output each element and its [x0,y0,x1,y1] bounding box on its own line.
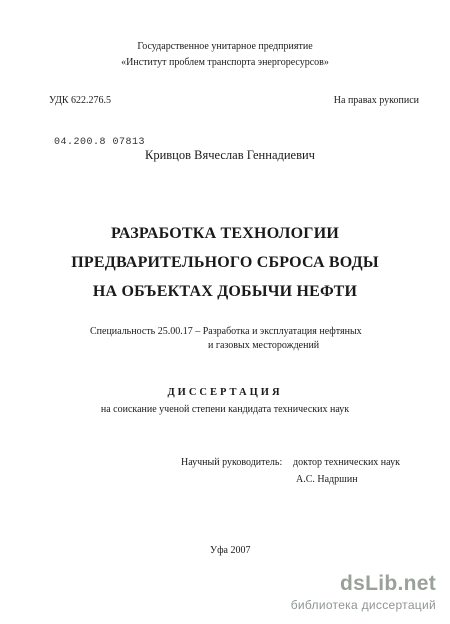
advisor-degree: доктор технических наук [293,457,400,468]
dissertation-heading: ДИССЕРТАЦИЯ [167,387,283,398]
organization-line-2: «Институт проблем транспорта энергоресурсов» [121,57,329,68]
dissertation-subtitle: на соискание ученой степени кандидата технических наук [100,404,350,415]
advisor-label: Научный руководитель: [181,457,283,468]
library-stamp: 04.200.8 07813 [54,137,146,148]
watermark-logo: dsLib.net [339,572,436,595]
advisor-name: А.С. Надршин [296,474,358,485]
title-line-3: НА ОБЪЕКТАХ ДОБЫЧИ НЕФТИ [92,283,358,300]
author-name: Кривцов Вячеслав Геннадиевич [145,148,315,162]
title-line-1: РАЗРАБОТКА ТЕХНОЛОГИИ [111,225,339,242]
udk-code: УДК 622.276.5 [49,95,112,106]
organization-line-1: Государственное унитарное предприятие [137,41,313,52]
watermark-subtitle: библиотека диссертаций [290,598,436,612]
manuscript-rights: На правах рукописи [333,95,419,106]
title-line-2: ПРЕДВАРИТЕЛЬНОГО СБРОСА ВОДЫ [71,254,379,271]
specialty-line-2: и газовых месторождений [208,340,320,351]
city-year: Уфа 2007 [210,545,251,556]
specialty-line-1: Специальность 25.00.17 – Разработка и эксплуатация нефтяных [90,326,362,337]
